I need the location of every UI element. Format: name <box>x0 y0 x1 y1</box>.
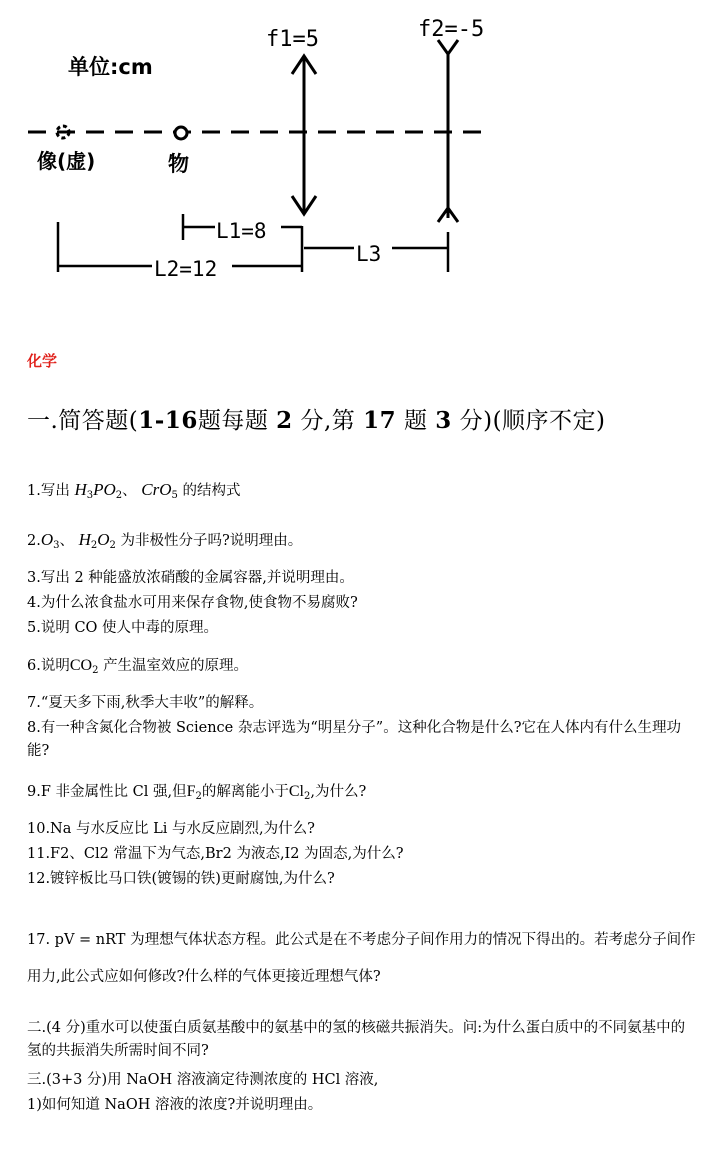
question-9: 9.F 非金属性比 Cl 强,但$F_2$的解离能小于$Cl_2$,为什么? <box>27 783 367 802</box>
lens-diagram <box>0 0 720 300</box>
question-5: 5.说明 CO 使人中毒的原理。 <box>27 620 219 636</box>
part-3-question: 三.(3+3 分)用 NaOH 溶液滴定待测浓度的 HCl 溶液, <box>27 1072 379 1088</box>
unit-label: 单位:cm <box>68 55 153 79</box>
object-label: 物 <box>168 152 189 176</box>
image-label: 像(虚) <box>37 149 96 173</box>
question-8: 8.有一种含氮化合物被 Science 杂志评选为“明星分子”。这种化合物是什么?它在人体内有什么生理功能? <box>27 720 681 759</box>
l2-label: L2=12 <box>154 257 218 281</box>
question-12: 12.镀锌板比马口铁(镀锡的铁)更耐腐蚀,为什么? <box>27 871 335 887</box>
question-4: 4.为什么浓食盐水可用来保存食物,使食物不易腐败? <box>27 595 358 611</box>
f1-label: f1=5 <box>266 27 319 52</box>
question-17: 17. pV = nRT 为理想气体状态方程。此公式是在不考虑分子间作用力的情况下得出的。若考虑分子间作用力,此公式应如何修改?什么样的气体更接近理想气体? <box>27 932 696 985</box>
l1-label: L1=8 <box>216 219 267 243</box>
part-3-subquestion-1: 1)如何知道 NaOH 溶液的浓度?并说明理由。 <box>27 1097 323 1113</box>
question-3: 3.写出 2 种能盛放浓硝酸的金属容器,并说明理由。 <box>27 570 354 586</box>
question-1: 1.写出 $H_3PO_2$、 CrO$_5$ 的结构式 <box>27 480 241 501</box>
question-11: 11.F2、Cl2 常温下为气态,Br2 为液态,I2 为固态,为什么? <box>27 846 404 862</box>
part-2-question: 二.(4 分)重水可以使蛋白质氨基酸中的氨基中的氢的核磁共振消失。问:为什么蛋白质中的不同氨基中的氢的共振消失所需时间不同? <box>27 1020 686 1059</box>
section-heading: 一.简答题(1-16题每题 2 分,第 17 题 3 分)(顺序不定) <box>27 407 606 434</box>
l3-label: L3 <box>356 242 382 266</box>
f2-label: f2=-5 <box>418 17 485 42</box>
question-7: 7.“夏天多下雨,秋季大丰收”的解释。 <box>27 695 264 711</box>
subject-label: 化学 <box>27 352 58 370</box>
object-marker <box>175 127 187 139</box>
question-2: $2.O_3$、 $H_2O_2$ 为非极性分子吗?说明理由。 <box>27 530 303 551</box>
question-10: 10.Na 与水反应比 Li 与水反应剧烈,为什么? <box>27 821 315 837</box>
question-6: 6.说明$CO_2$ 产生温室效应的原理。 <box>27 657 249 676</box>
convex-lens <box>292 56 316 214</box>
